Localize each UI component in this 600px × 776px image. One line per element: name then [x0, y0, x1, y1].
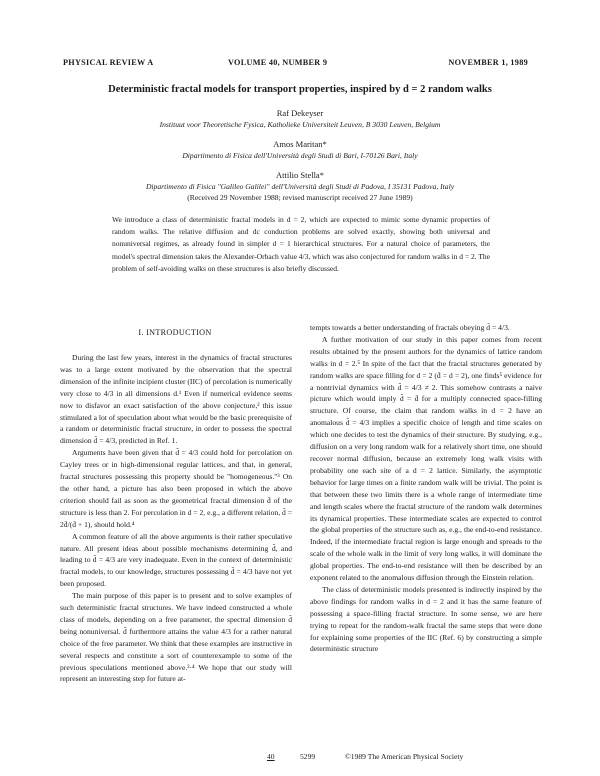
- paragraph: The main purpose of this paper is to present and to solve examples of such deterministic fractal structures. We have indeed constructed a whole class of models, depending on a free parameter, the spectral dimension d̃ being nonuniversal. d̃ furthermore attains the value 4/3 for a rather natural choice of the free parameter. We think that these examples are instructive in several respects and constitute a sort of counterexample to some of the previous speculations mentioned above.³·⁴ We hope that our study will represent an interesting step for future at-: [60, 591, 292, 684]
- author-affiliation: Instituut voor Theoretische Fysica, Katholieke Universiteit Leuven, B 3030 Leuven, Belgium: [159, 120, 441, 129]
- abstract: We introduce a class of deterministic fractal models in d = 2, which are expected to mimic some dynamic properties of random walks. The relative diffusion and dc conduction problems are solved exactly, showing both universal and nonuniversal regimes, as already found in simpler d = 1 hierarchical structures. For a natural choice of parameters, the model's spectral dimension takes the Alexander-Orbach value 4/3, which was also conjectured for random walks in d = 2. The problem of self-avoiding walks on these structures is also briefly discussed.: [112, 215, 490, 273]
- paragraph: A further motivation of our study in this paper comes from recent results obtained by the present authors for the dynamics of lattice random walks in d = 2.⁵ In spite of the fact that the fractal structures generated by random walks are space filling for d = 2 (d̄ = d = 2), one finds⁵ evidence for a nontrivial dynamics with d̃ = 4/3 ≠ 2. This somehow contrasts a naive picture which would imply d̃ = d̄ for a multiply connected space-filling structure. Of course, the claim that random walks in d = 2 have an anomalous d̃ = 4/3 implies a specific choice of length and time scales on which one decides to test the dynamics of their structure. By studying, e.g., diffusion on a very long random walk for a relatively short time, one should recover normal diffusion, because an extremely long walk visits with probability one each site of a d = 2 lattice. Similarly, the asymptotic behavior for large times on a finite random walk will be trivial. The point is that between these two limits there is a whole range of intermediate time and length scales where the fractal structure of the random walk determines its dynamical properties. These intermediate scales are expected to control the global properties of the structure such as, e.g., the end-to-end resistance. Indeed, if the intermediate fractal region is large enough and spreads to the scale of the whole walk in the limit of very long walks, it will dominate the global properties. The end-to-end resistance will then be described by an exponent related to the anomalous diffusion through the Einstein relation.: [310, 334, 542, 583]
- page-number: 5299: [300, 752, 316, 761]
- volume-number: VOLUME 40, NUMBER 9: [228, 58, 328, 67]
- author-name: Amos Maritan*: [273, 139, 327, 149]
- left-column: [60, 352, 292, 685]
- footer-volume: 40: [267, 752, 275, 761]
- author-name: Attilio Stella*: [276, 170, 324, 180]
- issue-date: NOVEMBER 1, 1989: [448, 58, 528, 67]
- paragraph: During the last few years, interest in the dynamics of fractal structures was to a large extent motivated by the observation that the spectral dimension of the infinite incipient cluster (IIC) of percolation is numerically very close to 4/3 in all dimensions d.¹ Even if numerical evidence seems now to disfavor an exact satisfaction of the above conjecture,² this issue stimulated a lot of speculation about what would be the basic prerequisite of a random or deterministic fractal structure, in order to possess the spectral dimension d̃ = 4/3, predicted in Ref. 1.: [60, 353, 292, 446]
- author-affiliation: Dipartimento di Fisica dell'Università degli Studi di Bari, I-70126 Bari, Italy: [182, 151, 418, 160]
- section-heading: I. INTRODUCTION: [138, 328, 212, 337]
- copyright-notice: ©1989 The American Physical Society: [345, 752, 464, 761]
- journal-name: PHYSICAL REVIEW A: [63, 58, 154, 67]
- paragraph: The class of deterministic models presented is indirectly inspired by the above findings for random walks in d = 2 and it has the same feature of possessing a space-filling fractal structure. In some sense, we are here trying to repeat for the random-walk fractal the same steps that were done for explaining some properties of the IIC (Ref. 6) by constructing a simple deterministic structure: [310, 584, 542, 654]
- paper-title: Deterministic fractal models for transport properties, inspired by d = 2 random walks: [108, 84, 492, 95]
- right-column: [310, 322, 542, 655]
- paragraph: Arguments have been given that d̃ = 4/3 could hold for percolation on Cayley trees or in high-dimensional regular lattices, and that, in general, fractal structures possessing this property should be "homogeneous."³ On the other hand, a picture has also been proposed in which the above criterion should fail as soon as the geometrical fractal dimension d̄ of the structure is less than 2. For percolation in d = 2, e.g., a different relation, d̃ = 2d̄/(d̄ + 1), should hold.⁴: [60, 448, 292, 529]
- author-name: Raf Dekeyser: [276, 108, 324, 118]
- paragraph: A common feature of all the above arguments is their rather speculative nature. All present ideas about possible mechanisms determining d̃, and leading to d̃ = 4/3 are very inadequate. Even in the context of deterministic fractal models, to our knowledge, structures possessing d̃ = 4/3 have not yet been proposed.: [60, 531, 292, 589]
- received-dates: (Received 29 November 1988; revised manuscript received 27 June 1989): [187, 193, 413, 202]
- author-affiliation: Dipartimento di Fisica "Galileo Galilei" dell'Università degli Studi di Padova, I 35131 Padova, Italy: [145, 182, 455, 191]
- paragraph: tempts towards a better understanding of fractals obeying d̃ = 4/3.: [310, 323, 510, 332]
